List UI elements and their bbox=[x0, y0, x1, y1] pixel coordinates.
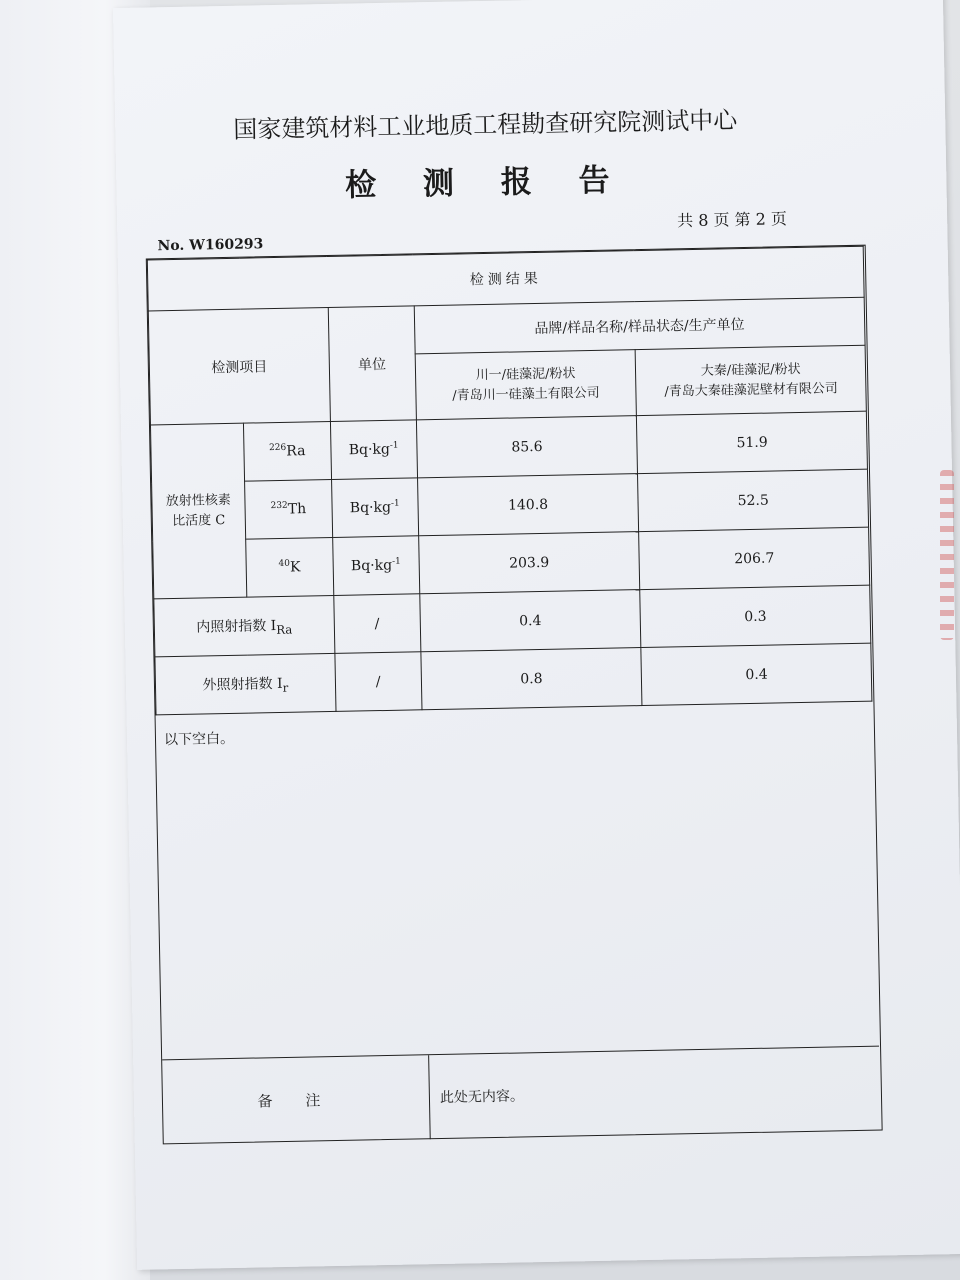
nuclide-cell bbox=[243, 421, 331, 481]
external-index-text: 外照射指数 I bbox=[202, 675, 283, 694]
group-label-line2: 比活度 C bbox=[172, 512, 226, 529]
report-frame bbox=[146, 245, 883, 1145]
sample1-header bbox=[415, 350, 637, 420]
nuclide-mass: 232 bbox=[270, 500, 288, 512]
sample1-value: 140.8 bbox=[417, 474, 639, 536]
sample2-name: 大秦/硅藻泥/粉状 bbox=[700, 361, 801, 379]
results-table bbox=[147, 246, 873, 716]
col-header-samples: 品牌/样品名称/样品状态/生产单位 bbox=[414, 297, 865, 354]
group-label-line1: 放射性核素 bbox=[165, 492, 231, 509]
report-page bbox=[113, 0, 960, 1270]
sample2-value: 51.9 bbox=[637, 411, 868, 473]
internal-index-sub: Ra bbox=[276, 622, 293, 637]
unit-cell: / bbox=[335, 652, 422, 712]
sample2-value: 206.7 bbox=[639, 527, 870, 589]
sample1-value: 0.8 bbox=[421, 648, 643, 710]
nuclide-mass: 226 bbox=[268, 443, 287, 454]
organization-name: 国家建筑材料工业地质工程勘查研究院测试中心 bbox=[233, 106, 738, 144]
report-number: No. W160293 bbox=[157, 236, 264, 255]
sample2-value: 52.5 bbox=[638, 469, 869, 531]
nuclide-symbol: Ra bbox=[286, 443, 306, 460]
remarks-row bbox=[162, 1046, 880, 1145]
unit-text: Bq·kg bbox=[349, 499, 392, 517]
unit-text: Bq·kg bbox=[348, 441, 391, 459]
page-count: 共 8 页 第 2 页 bbox=[676, 209, 788, 231]
unit-text: Bq·kg bbox=[350, 557, 393, 575]
internal-index-label bbox=[154, 595, 335, 656]
remarks-label: 备 注 bbox=[162, 1055, 431, 1144]
nuclide-cell bbox=[244, 479, 332, 539]
unit-cell: / bbox=[334, 594, 421, 654]
sample2-company: /青岛大秦硅藻泥壁材有限公司 bbox=[664, 380, 838, 400]
sample2-value: 0.4 bbox=[641, 643, 872, 705]
external-index-label bbox=[155, 653, 336, 714]
stamp-edge-mark bbox=[940, 470, 954, 640]
nuclide-symbol: K bbox=[289, 559, 301, 576]
sample1-value: 0.4 bbox=[419, 590, 641, 652]
sample2-value: 0.3 bbox=[640, 585, 871, 647]
unit-cell bbox=[331, 478, 418, 538]
sample1-value: 203.9 bbox=[418, 532, 640, 594]
unit-exponent: -1 bbox=[390, 498, 400, 510]
sample1-company: /青岛川一硅藻土有限公司 bbox=[452, 385, 600, 404]
sample1-name: 川一/硅藻泥/粉状 bbox=[475, 365, 576, 383]
remarks-text: 此处无内容。 bbox=[439, 1088, 525, 1107]
nuclide-cell bbox=[246, 537, 334, 597]
col-header-item: 检测项目 bbox=[148, 308, 330, 425]
col-header-unit: 单位 bbox=[328, 306, 416, 422]
unit-cell bbox=[332, 536, 419, 596]
nuclide-symbol: Th bbox=[287, 501, 307, 518]
blank-note: 以下空白。 bbox=[163, 730, 235, 749]
internal-index-text: 内照射指数 I bbox=[196, 617, 277, 636]
sample1-value: 85.6 bbox=[416, 416, 638, 478]
unit-exponent: -1 bbox=[391, 556, 401, 567]
unit-cell bbox=[330, 420, 417, 480]
results-title: 检测结果 bbox=[147, 246, 864, 311]
unit-exponent: -1 bbox=[389, 440, 399, 452]
nuclide-mass: 40 bbox=[278, 558, 291, 570]
sample2-header bbox=[635, 345, 866, 415]
external-index-sub: r bbox=[282, 680, 289, 695]
group-label bbox=[150, 423, 246, 599]
table-row bbox=[155, 643, 872, 715]
report-title: 检 测 报 告 bbox=[344, 162, 628, 204]
